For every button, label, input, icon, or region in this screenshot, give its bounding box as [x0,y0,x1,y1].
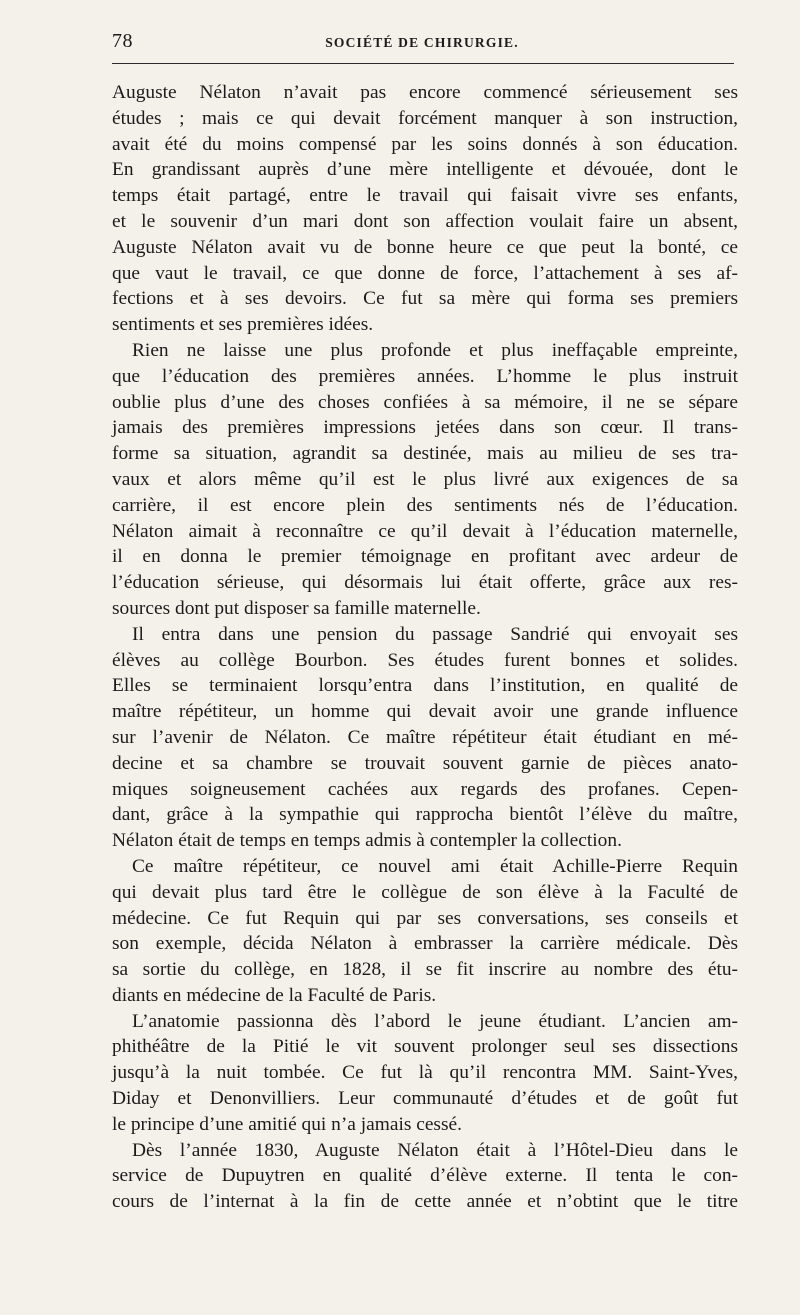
text-line: decine et sa chambre se trouvait souvent garnie de pièces anato- [112,752,738,774]
text-line: dant, grâce à la sympathie qui rapprocha bientôt l’élève du maître, [112,804,738,826]
text-line: l’éducation sérieuse, qui désormais lui était offerte, grâce aux res- [112,572,738,594]
running-title: SOCIÉTÉ DE CHIRURGIE. [325,35,519,50]
body-text [112,80,738,1215]
text-line: médecine. Ce fut Requin qui par ses conversations, ses conseils et [112,907,738,929]
text-line: forme sa situation, agrandit sa destinée, mais au milieu de ses tra- [112,443,738,465]
text-line: maître répétiteur, un homme qui devait avoir une grande influence [112,701,738,723]
text-line: En grandissant auprès d’une mère intelligente et dévouée, dont le [112,159,738,181]
text-line: Diday et Denonvilliers. Leur communauté d’études et de goût fut [112,1088,738,1110]
text-line: sa sortie du collège, en 1828, il se fit inscrire au nombre des étu- [112,959,738,981]
text-line: études ; mais ce qui devait forcément manquer à son instruction, [112,107,738,129]
text-line: que vaut le travail, ce que donne de force, l’attachement à ses af- [112,262,738,284]
text-line: cours de l’internat à la fin de cette année et n’obtint que le titre [112,1191,738,1213]
page-number: 78 [112,30,133,52]
paragraph-first-line: Rien ne laisse une plus profonde et plus ineffaçable empreinte, [132,339,738,361]
text-line: avait été du moins compensé par les soins donnés à son éducation. [112,133,738,155]
text-line: sur l’avenir de Nélaton. Ce maître répétiteur était étudiant en mé- [112,726,738,748]
text-line: élèves au collège Bourbon. Ses études furent bonnes et solides. [112,649,738,671]
paragraph-first-line: Dès l’année 1830, Auguste Nélaton était à l’Hôtel-Dieu dans le [132,1139,738,1161]
text-line: qui devait plus tard être le collègue de son élève à la Faculté de [112,881,738,903]
text-line: Auguste Nélaton avait vu de bonne heure ce que peut la bonté, ce [112,236,738,258]
text-line: Elles se terminaient lorsqu’entra dans l’institution, en qualité de [112,675,738,697]
paragraph-last-line: diants en médecine de la Faculté de Paris. [112,984,437,1006]
paragraph-last-line: sentiments et ses premières idées. [112,314,374,336]
running-head [112,28,732,58]
text-line: il en donna le premier témoignage en profitant avec ardeur de [112,546,738,568]
paragraph-last-line: Nélaton était de temps en temps admis à contempler la collection. [112,830,622,852]
paragraph-first-line: L’anatomie passionna dès l’abord le jeune étudiant. L’ancien am- [132,1010,738,1032]
text-line: temps était partagé, entre le travail qui faisait vivre ses enfants, [112,185,738,207]
text-line: jusqu’à la nuit tombée. Ce fut là qu’il rencontra MM. Saint-Yves, [112,1062,738,1084]
text-line: fections et à ses devoirs. Ce fut sa mère qui forma ses premiers [112,288,738,310]
text-line: carrière, il est encore plein des sentiments nés de l’éducation. [112,494,738,516]
text-line: Nélaton aimait à reconnaître ce qu’il devait à l’éducation maternelle, [112,520,738,542]
text-line: vaux et alors même qu’il est le plus livré aux exigences de sa [112,468,738,490]
text-line: oublie plus d’une des choses confiées à sa mémoire, il ne se sépare [112,391,738,413]
paragraph-first-line: Il entra dans une pension du passage Sandrié qui envoyait ses [132,623,738,645]
text-line: phithéâtre de la Pitié le vit souvent prolonger seul ses dissections [112,1036,738,1058]
text-line: Auguste Nélaton n’avait pas encore commencé sérieusement ses [112,82,738,103]
header-rule [112,63,734,64]
paragraph-first-line: Ce maître répétiteur, ce nouvel ami était Achille-Pierre Requin [132,855,738,877]
text-line: son exemple, décida Nélaton à embrasser la carrière médicale. Dès [112,933,738,955]
text-line: miques soigneusement cachées aux regards des profanes. Cepen- [112,778,738,800]
text-line: que l’éducation des premières années. L’homme le plus instruit [112,365,738,387]
paragraph-last-line: le principe d’une amitié qui n’a jamais cessé. [112,1113,462,1135]
text-line: service de Dupuytren en qualité d’élève externe. Il tenta le con- [112,1165,738,1187]
text-line: et le souvenir d’un mari dont son affection voulait faire un absent, [112,210,738,232]
text-line: jamais des premières impressions jetées dans son cœur. Il trans- [112,417,738,439]
paragraph-last-line: sources dont put disposer sa famille maternelle. [112,597,481,619]
